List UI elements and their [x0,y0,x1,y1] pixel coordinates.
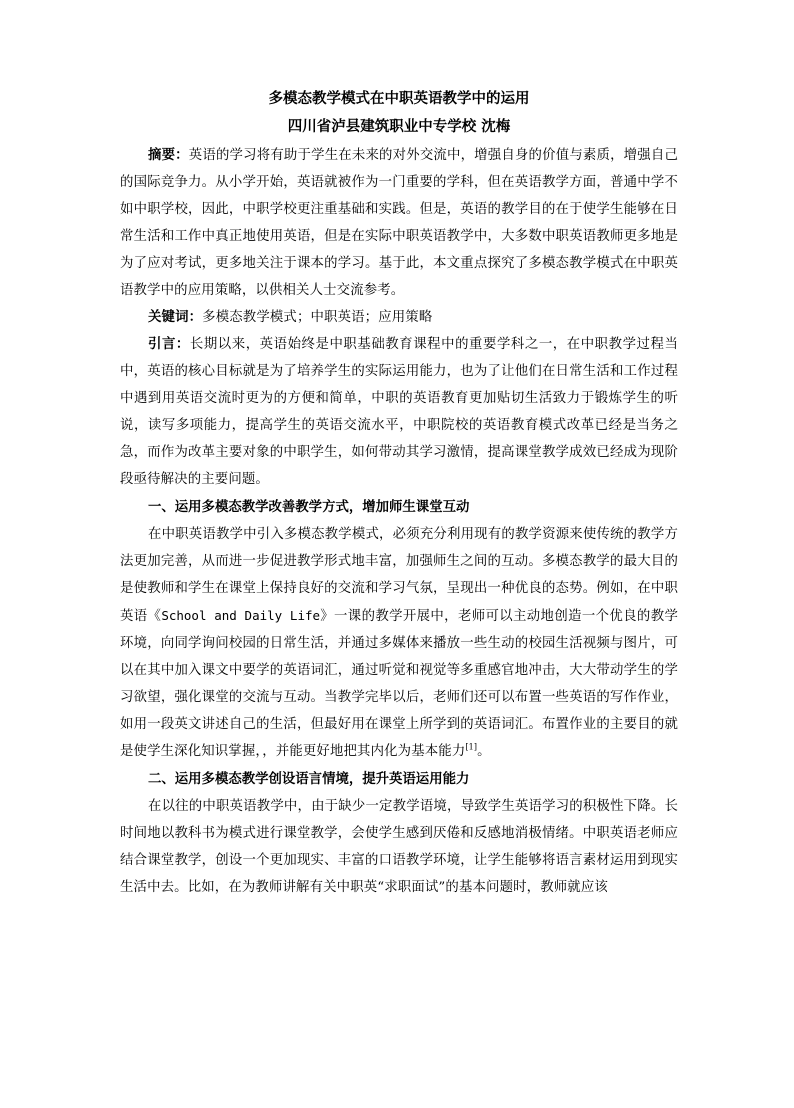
section-heading-2: 二、运用多模态教学创设语言情境，提升英语运用能力 [148,771,470,787]
abstract-label: 摘要： [148,147,189,163]
section-2-paragraph: 在以往的中职英语教学中，由于缺少一定教学语境，导致学生英语学习的积极性下降。长时间地以教科书为模式进行课堂教学，会使学生感到厌倦和反感地消极情绪。中职英语老师应结合课堂教学，创设一个更加现实、丰富的口语教学环境，让学生能够将语言素材运用到现实生活中去。比如，在为教师讲解有关中职英“求职面试”的基本问题时，教师就应该 [120,799,678,895]
section-heading-1: 一、运用多模态教学改善教学方式，增加师生课堂互动 [148,499,470,515]
keywords-label: 关键词： [148,309,203,325]
paper-title: 多模态教学模式在中职英语教学中的运用 [268,90,530,107]
intro-text: 长期以来，英语始终是中职基础教育课程中的重要学科之一，在中职教学过程当中，英语的核心目标就是为了培养学生的实际运用能力，也为了让他们在日常生活和工作过程中遇到用英语交流时更为的方便和简单，中职的英语教育更加贴切生活致力于锻炼学生的听说，读写多项能力，提高学生的英语交流水平，中职院校的英语教育模式改革已经是当务之急，而作为改革主要对象的中职学生，如何带动其学习激情，提高课堂教学成效已经成为现阶段亟待解决的主要问题。 [120,337,678,487]
keywords-text: 多模态教学模式；中职英语；应用策略 [202,310,433,325]
citation-ref: [1] [465,742,478,752]
abstract-text: 英语的学习将有助于学生在未来的对外交流中，增强自身的价值与素质，增强自己的国际竞争力。从小学开始，英语就被作为一门重要的学科，但在英语教学方面，普通中学不如中职学校，因此，中职学校更注重基础和实践。但是，英语的教学目的在于使学生能够在日常生活和工作中真正地使用英语，但是在实际中职英语教学中，大多数中职英语教师更多地是为了应对考试，更多地关注于课本的学习。基于此，本文重点探究了多模态教学模式在中职英语教学中的应用策略，以供相关人士交流参考。 [120,148,678,298]
intro-paragraph [120,331,678,493]
document-page [120,86,678,901]
course-title: School and Daily Life [161,608,321,623]
intro-label: 引言： [148,336,190,352]
section-1-text-part2: 》一课的教学开展中，老师可以主动地创造一个优良的教学环境，向同学询问校园的日常生活，并通过多媒体来播放一些生动的校园生活视频与图片，可以在其中加入课文中要学的英语词汇，通过听觉和视觉等多重感官地冲击，大大带动学生的学习欲望，强化课堂的交流与互动。当教学完毕以后，老师们还可以布置一些英语的写作作业，如用一段英文讲述自己的生活，但最好用在课堂上所学到的英语词汇。布置作业的主要目的就是使学生深化知识掌握，，并能更好地把其内化为基本能力 [120,609,679,759]
section-1-text-part1: 在中职英语教学中引入多模态教学模式，必须充分利用现有的教学资源来使传统的教学方法更加完善，从而进一步促进教学形式地丰富，加强师生之间的互动。多模态教学的最大目的是使教师和学生在课堂上保持良好的交流和学习气氛，呈现出一种优良的态势。例如，在中职英语《 [120,527,678,624]
section-1-paragraph [120,521,678,765]
paper-author: 四川省泸县建筑职业中专学校 沈梅 [287,118,511,135]
abstract-paragraph [120,142,678,304]
section-1-text-end: 。 [477,744,491,759]
keywords-paragraph [120,304,678,331]
